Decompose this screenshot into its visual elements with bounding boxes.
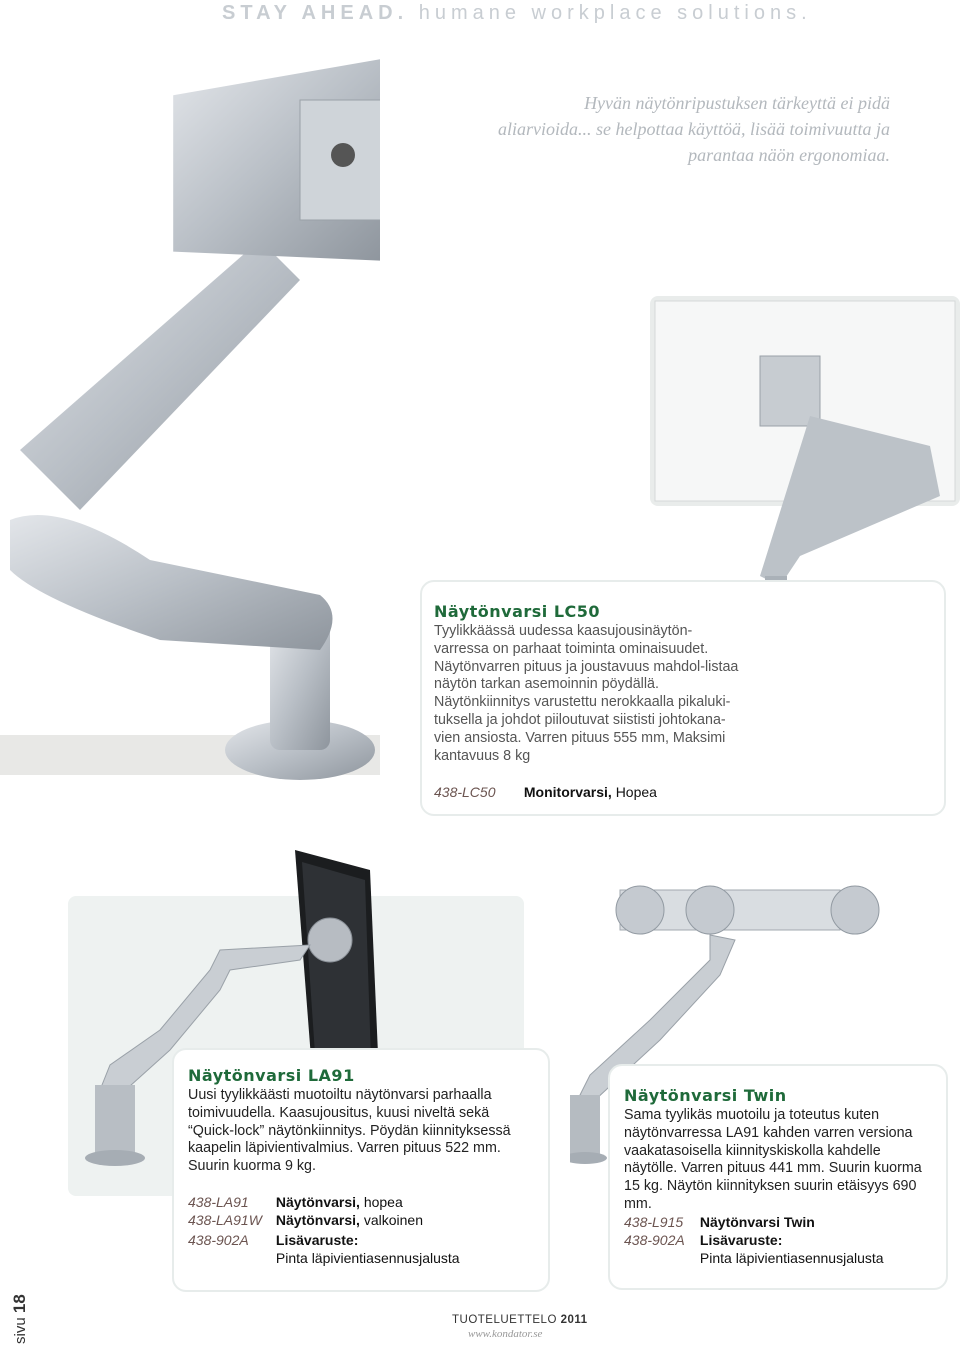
lc50-card <box>420 580 946 816</box>
twin-item-row-1 <box>624 1232 884 1266</box>
la91-item-name: Lisävaruste: Pinta läpivientiasennusjalusta <box>275 1232 460 1266</box>
la91-item-code: 438-902A <box>188 1232 249 1248</box>
intro-quote: Hyvän näytönripustuksen tärkeyttä ei pidä aliarvioida... se helpottaa käyttöä, lisää toimivuutta ja parantaa näön ergonomiaa. <box>498 93 890 165</box>
la91-item-code: 438-LA91 <box>188 1194 249 1210</box>
twin-card <box>608 1064 948 1290</box>
la91-item-row-0 <box>188 1194 403 1210</box>
la91-title: Näytönvarsi LA91 <box>188 1066 355 1085</box>
twin-title: Näytönvarsi Twin <box>624 1086 787 1105</box>
lc50-item-row <box>434 784 657 800</box>
twin-item-code: 438-902A <box>624 1232 685 1248</box>
la91-item-code: 438-LA91W <box>188 1212 262 1228</box>
twin-item-row-0 <box>624 1214 815 1230</box>
lc50-arm-image <box>0 40 380 820</box>
la91-description: Uusi tyylikkäästi muotoiltu näytönvarsi parhaalla toimivuudella. Kaasujousitus, kuusi niveltä sekä “Quick-lock” näytönkiinnitys. Pöydän kiinnityksessä kaapelin läpivientivalmius. Varren pituus 522 mm. Suurin kuorma 9 kg. <box>188 1087 511 1175</box>
website-url: www.kondator.se <box>468 1328 543 1340</box>
header-tagline: humane workplace solutions. <box>418 2 812 24</box>
page-header <box>222 2 812 25</box>
twin-description: Sama tyylikäs muotoilu ja toteutus kuten näytönvarressa LA91 kahden varren versiona vaakatasoisella kiinnityskiskolla kahdelle näytölle. Varren pituus 441 mm. Suurin kuorma 15 kg. Näytön kiinnityksen suurin etäisyys 690 mm. <box>624 1107 922 1212</box>
la91-item-name: Näytönvarsi, valkoinen <box>275 1212 423 1228</box>
lc50-item-code: 438-LC50 <box>434 784 496 800</box>
catalog-label: TUOTELUETTELO 2011 <box>452 1314 588 1326</box>
lc50-title: Näytönvarsi LC50 <box>434 602 601 621</box>
lc50-description: Tyylikkäässä uudessa kaasujousinäytön-varressa on parhaat toiminta ominaisuudet. Näytönvarren pituus ja joustavuus mahdol-listaa näytön tarkan asemoinnin pöydällä. Näytönkiinnitys varustettu nerokkaalla pikaluki-tuksella ja johdot piiloutuvat siististi johtokana-vien ansiosta. Varren pituus 555 mm, Maksimi kantavuus 8 kg <box>434 623 739 764</box>
lc50-item-name: Monitorvarsi, Hopea <box>523 784 657 800</box>
la91-item-row-2 <box>188 1232 460 1266</box>
twin-item-name: Näytönvarsi Twin <box>699 1214 815 1230</box>
page-number: sivu 18 <box>10 1294 29 1344</box>
la91-item-name: Näytönvarsi, hopea <box>275 1194 403 1210</box>
la91-card <box>172 1048 550 1292</box>
twin-item-name: Lisävaruste: Pinta läpivientiasennusjalusta <box>699 1232 884 1266</box>
header-slogan: STAY AHEAD. <box>222 2 409 24</box>
twin-item-code: 438-L915 <box>624 1214 684 1230</box>
la91-item-row-1 <box>188 1212 423 1228</box>
